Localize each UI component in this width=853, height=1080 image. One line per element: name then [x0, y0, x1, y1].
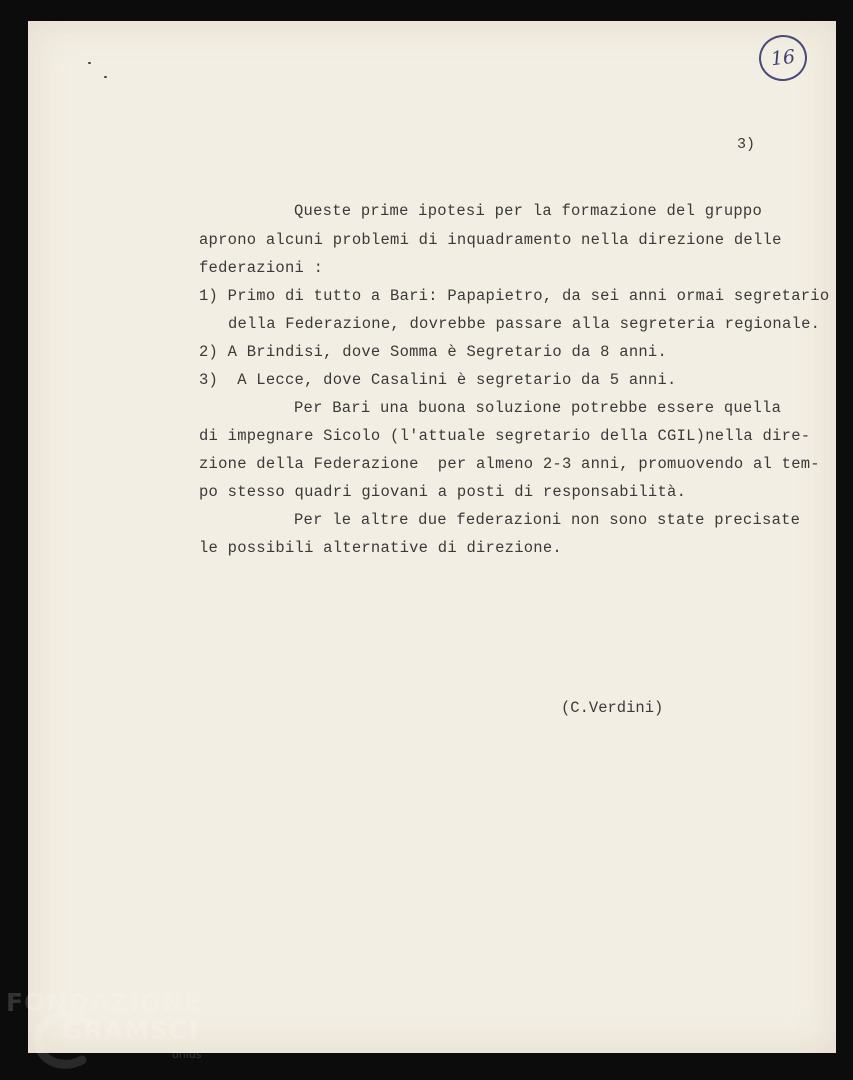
text-line: della Federazione, dovrebbe passare alla segreteria regionale. [228, 315, 821, 333]
document-page [28, 21, 836, 1053]
text-line: federazioni : [199, 259, 324, 277]
text-line: 2) A Brindisi, dove Somma è Segretario da 8 anni. [199, 343, 668, 361]
text-line: le possibili alternative di direzione. [199, 539, 562, 557]
text-line: Per le altre due federazioni non sono state precisate [294, 511, 801, 529]
text-line: 3) A Lecce, dove Casalini è segretario da 5 anni. [199, 371, 677, 389]
page-number: 3) [737, 136, 756, 153]
ink-speck [104, 76, 107, 78]
watermark-logo [6, 988, 226, 1078]
watermark-line1: FONDAZIONE [6, 988, 203, 1017]
watermark-line3: onlus [172, 1048, 202, 1061]
watermark-line2: GRAMSCI [62, 1016, 199, 1045]
text-line: Queste prime ipotesi per la formazione del gruppo [294, 202, 763, 220]
text-line: aprono alcuni problemi di inquadramento nella direzione delle [199, 231, 782, 249]
page-stamp: 16 [757, 33, 810, 84]
ink-speck [88, 62, 91, 64]
text-line: di impegnare Sicolo (l'attuale segretario della CGIL)nella dire- [199, 427, 811, 445]
signature: (C.Verdini) [561, 699, 664, 717]
text-line: zione della Federazione per almeno 2-3 anni, promuovendo al tem- [199, 455, 820, 473]
text-line: po stesso quadri giovani a posti di responsabilità. [199, 483, 687, 501]
text-line: 1) Primo di tutto a Bari: Papapietro, da sei anni ormai segretario [199, 287, 830, 305]
text-line: Per Bari una buona soluzione potrebbe essere quella [294, 399, 782, 417]
